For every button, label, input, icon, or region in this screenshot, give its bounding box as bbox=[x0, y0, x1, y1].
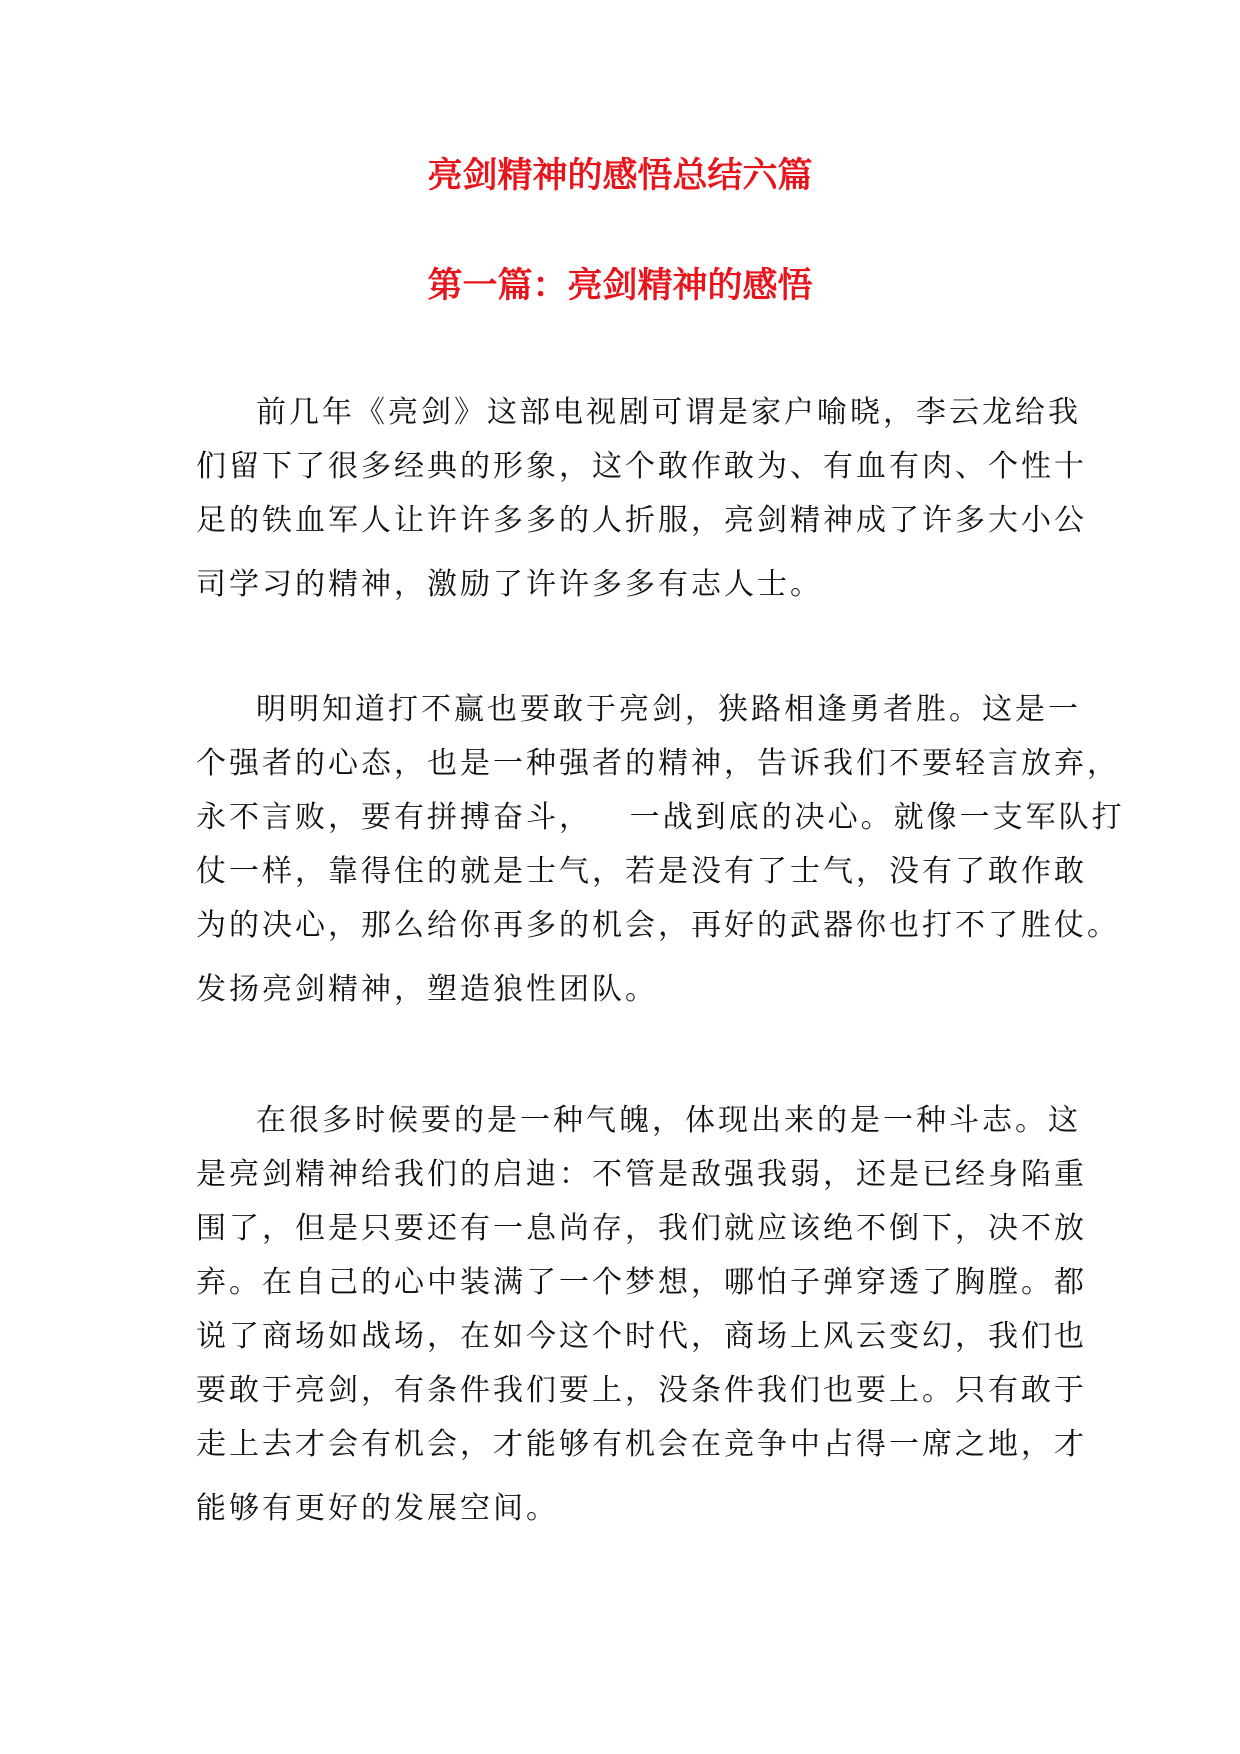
paragraph-line: 足的铁血军人让许许多多的人折服，亮剑精神成了许多大小公 bbox=[196, 503, 1087, 538]
paragraph-line: 为的决心，那么给你再多的机会，再好的武器你也打不了胜仗。 bbox=[196, 908, 1120, 943]
paragraph-line: 明明知道打不赢也要敢于亮剑，狭路相逢勇者胜。这是一 bbox=[256, 692, 1081, 727]
paragraph-line: 弃。在自己的心中装满了一个梦想，哪怕子弹穿透了胸膛。都 bbox=[196, 1265, 1087, 1300]
section-title: 第一篇：亮剑精神的感悟 bbox=[427, 265, 813, 306]
paragraph-line: 仗一样，靠得住的就是士气，若是没有了士气，没有了敢作敢 bbox=[196, 854, 1087, 889]
main-title: 亮剑精神的感悟总结六篇 bbox=[427, 155, 813, 196]
paragraph-line: 围了，但是只要还有一息尚存，我们就应该绝不倒下，决不放 bbox=[196, 1211, 1087, 1246]
paragraph-line: 司学习的精神，激励了许许多多有志人士。 bbox=[196, 567, 823, 602]
paragraph-line: 能够有更好的发展空间。 bbox=[196, 1491, 559, 1526]
paragraph-line: 是亮剑精神给我们的启迪：不管是敌强我弱，还是已经身陷重 bbox=[196, 1157, 1087, 1192]
paragraph-line: 们留下了很多经典的形象，这个敢作敢为、有血有肉、个性十 bbox=[196, 449, 1087, 484]
paragraph-line: 发扬亮剑精神，塑造狼性团队。 bbox=[196, 972, 658, 1007]
paragraph-1 bbox=[196, 386, 1087, 612]
paragraph-line: 说了商场如战场，在如今这个时代，商场上风云变幻，我们也 bbox=[196, 1319, 1087, 1354]
paragraph-line: 在很多时候要的是一种气魄，体现出来的是一种斗志。这 bbox=[256, 1103, 1081, 1138]
paragraph-line: 走上去才会有机会，才能够有机会在竞争中占得一席之地，才 bbox=[196, 1427, 1087, 1462]
paragraph-line: 要敢于亮剑，有条件我们要上，没条件我们也要上。只有敢于 bbox=[196, 1373, 1087, 1408]
paragraph-line: 永不言败，要有拼搏奋斗， 一战到底的决心。就像一支军队打 bbox=[196, 800, 1125, 835]
paragraph-line: 个强者的心态，也是一种强者的精神，告诉我们不要轻言放弃， bbox=[196, 746, 1120, 781]
paragraph-2 bbox=[196, 683, 1125, 1017]
paragraph-line: 前几年《亮剑》这部电视剧可谓是家户喻晓，李云龙给我 bbox=[256, 395, 1081, 430]
paragraph-3 bbox=[196, 1094, 1087, 1536]
